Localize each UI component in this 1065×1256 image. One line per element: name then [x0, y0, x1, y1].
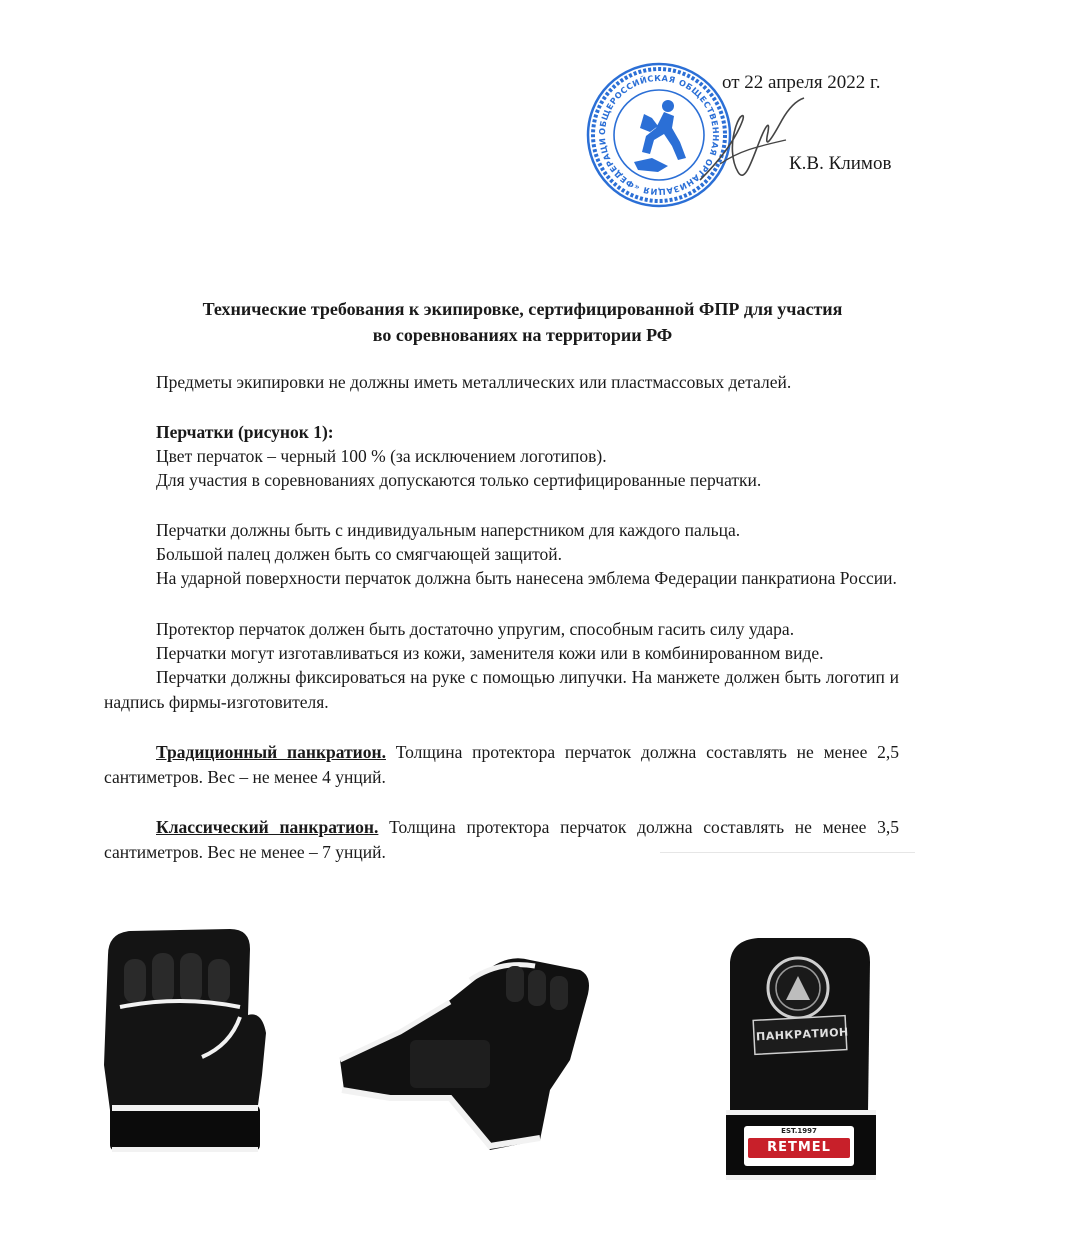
- glove-branded-view-image: [710, 932, 886, 1194]
- title-line-1: Технические требования к экипировке, сертифицированной ФПР для участия: [202, 299, 843, 319]
- gloves-line: Для участия в соревнованиях допускаются только сертифицированные перчатки.: [156, 470, 762, 490]
- svg-text:ОБЩЕРОССИЙСКАЯ ОБЩЕСТВЕННАЯ ОР: ОБЩЕРОССИЙСКАЯ ОБЩЕСТВЕННАЯ ОРГАНИЗАЦИЯ «ФЕДЕРАЦИ: [596, 72, 722, 198]
- glove-patch-text: ПАНКРАТИОН: [755, 1025, 850, 1044]
- classic-label: Классический панкратион.: [156, 817, 379, 837]
- title-line-2: во соревнованиях на территории РФ: [372, 325, 673, 345]
- traditional-text: Толщина протектора перчаток должна составлять не менее 2,5 сантиметров. Вес – не менее 4 унций.: [104, 742, 900, 787]
- signatory-name: К.В. Климов: [789, 153, 892, 174]
- gloves-line: Цвет перчаток – черный 100 % (за исключением логотипов).: [156, 446, 607, 466]
- document-date: от 22 апреля 2022 г.: [722, 72, 881, 93]
- gloves-line: Перчатки могут изготавливаться из кожи, заменителя кожи или в комбинированном виде.: [156, 643, 824, 663]
- glove-side-view-image: [330, 940, 600, 1160]
- glove-brand-est: EST.1997: [781, 1127, 817, 1135]
- traditional-paragraph: [104, 740, 899, 789]
- intro-paragraph: Предметы экипировки не должны иметь металлических или пластмассовых деталей.: [156, 372, 792, 392]
- classic-paragraph: [104, 815, 899, 864]
- gloves-line: Перчатки должны быть с индивидуальным наперстником для каждого пальца.: [156, 520, 741, 540]
- gloves-line: На ударной поверхности перчаток должна быть нанесена эмблема Федерации панкратиона России.: [156, 568, 897, 588]
- gloves-line: Перчатки должны фиксироваться на руке с помощью липучки. На манжете должен быть логотип и надпись фирмы-изготовителя.: [104, 667, 899, 712]
- gloves-line: Протектор перчаток должен быть достаточно упругим, способным гасить силу удара.: [156, 619, 795, 639]
- classic-text: Толщина протектора перчаток должна составлять не менее 3,5 сантиметров. Вес не менее – 7 унций.: [104, 817, 899, 862]
- gloves-heading: Перчатки (рисунок 1):: [156, 422, 334, 442]
- glove-palm-view-image: [90, 915, 290, 1175]
- document-title: [100, 296, 945, 348]
- glove-brand-name: RETMEL: [767, 1140, 831, 1155]
- signature-icon: [690, 80, 810, 195]
- divider-line: [660, 852, 915, 853]
- gloves-line: Большой палец должен быть со смягчающей защитой.: [156, 544, 562, 564]
- traditional-label: Традиционный панкратион.: [156, 742, 386, 762]
